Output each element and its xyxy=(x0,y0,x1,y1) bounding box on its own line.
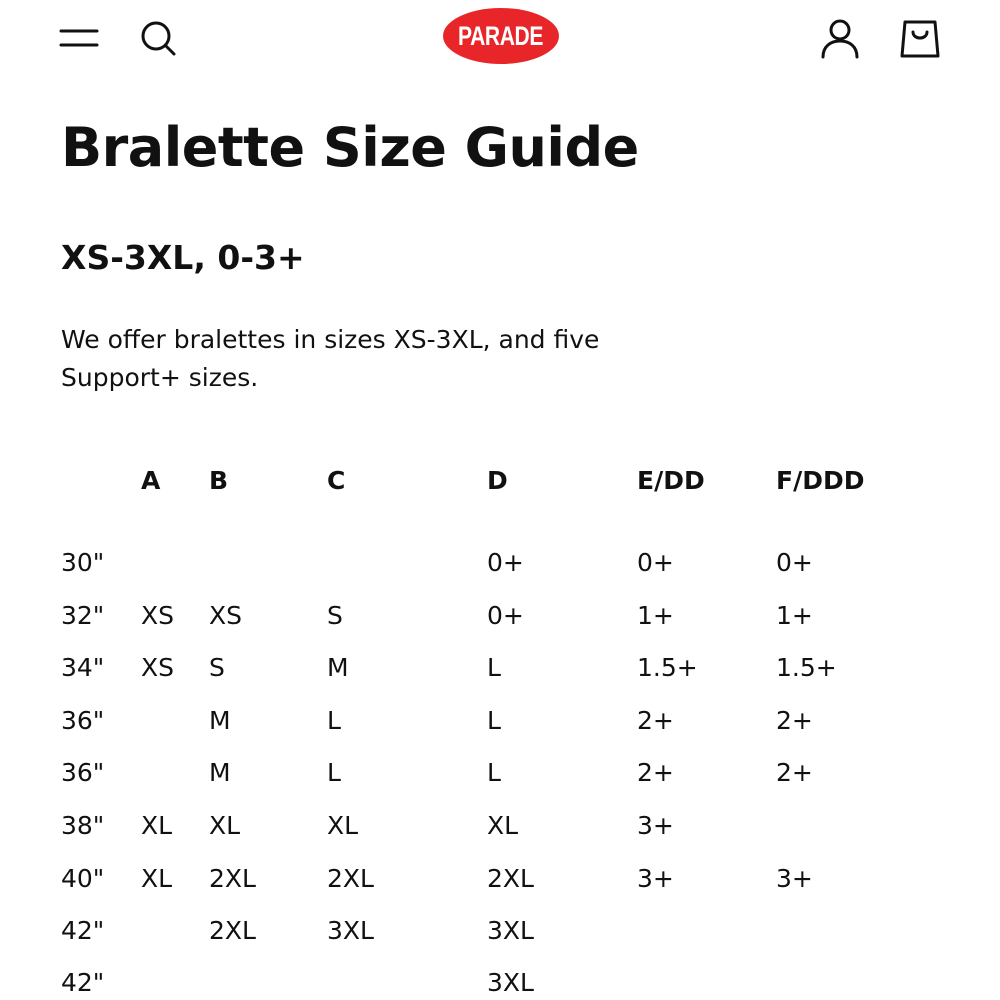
intro-text xyxy=(61,321,681,397)
size-cell: XL xyxy=(487,811,519,840)
user-account-icon xyxy=(818,16,862,60)
size-cell: L xyxy=(487,758,501,787)
size-cell: 3+ xyxy=(637,864,674,893)
size-cell: M xyxy=(209,706,231,735)
size-cell: L xyxy=(327,706,341,735)
band-size-label: 42" xyxy=(61,916,105,945)
brand-logo[interactable] xyxy=(441,6,561,66)
site-header xyxy=(0,0,1000,78)
size-cell: M xyxy=(327,653,349,682)
size-cell: XL xyxy=(209,811,241,840)
size-cell: XL xyxy=(327,811,359,840)
search-button[interactable] xyxy=(136,16,180,60)
size-cell: 2+ xyxy=(776,706,813,735)
size-cell: L xyxy=(487,706,501,735)
hamburger-menu-icon xyxy=(58,23,100,53)
column-header: E/DD xyxy=(637,466,705,495)
band-size-label: 30" xyxy=(61,548,105,577)
band-size-label: 38" xyxy=(61,811,105,840)
band-size-label: 40" xyxy=(61,864,105,893)
size-cell: XS xyxy=(209,601,242,630)
size-cell: 1+ xyxy=(637,601,674,630)
column-header: B xyxy=(209,466,229,495)
size-cell: 2XL xyxy=(327,864,374,893)
size-cell: 0+ xyxy=(776,548,813,577)
size-cell: XS xyxy=(141,601,174,630)
size-cell: L xyxy=(327,758,341,787)
size-cell: 0+ xyxy=(487,548,524,577)
size-cell: XS xyxy=(141,653,174,682)
logo-text: PARADE xyxy=(458,20,544,51)
column-header: D xyxy=(487,466,508,495)
size-cell: 2+ xyxy=(776,758,813,787)
size-cell: 3XL xyxy=(327,916,374,945)
size-cell: 2XL xyxy=(209,916,256,945)
size-cell: 2+ xyxy=(637,758,674,787)
size-cell: S xyxy=(327,601,343,630)
size-cell: S xyxy=(209,653,225,682)
size-range-heading: XS-3XL, 0-3+ xyxy=(61,238,305,277)
band-size-label: 42" xyxy=(61,968,105,997)
size-cell: XL xyxy=(141,864,173,893)
band-size-label: 34" xyxy=(61,653,105,682)
page-title: Bralette Size Guide xyxy=(61,116,639,179)
size-cell: 0+ xyxy=(637,548,674,577)
size-cell: 1+ xyxy=(776,601,813,630)
search-icon xyxy=(138,18,178,58)
size-cell: 2XL xyxy=(209,864,256,893)
menu-button[interactable] xyxy=(56,18,102,58)
bag-button[interactable] xyxy=(896,14,944,62)
size-cell: 0+ xyxy=(487,601,524,630)
account-button[interactable] xyxy=(816,14,864,62)
size-cell: 2XL xyxy=(487,864,534,893)
size-cell: 3XL xyxy=(487,968,534,997)
band-size-label: 36" xyxy=(61,706,105,735)
shopping-bag-icon xyxy=(898,16,942,60)
size-cell: L xyxy=(487,653,501,682)
intro-line: We offer bralettes in sizes XS-3XL, and five xyxy=(61,325,600,354)
size-cell: 3+ xyxy=(637,811,674,840)
band-size-label: 36" xyxy=(61,758,105,787)
column-header: F/DDD xyxy=(776,466,865,495)
size-cell: 2+ xyxy=(637,706,674,735)
size-cell: 1.5+ xyxy=(637,653,698,682)
column-header: C xyxy=(327,466,346,495)
band-size-label: 32" xyxy=(61,601,105,630)
size-cell: 3XL xyxy=(487,916,534,945)
size-cell: 1.5+ xyxy=(776,653,837,682)
size-cell: XL xyxy=(141,811,173,840)
column-header: A xyxy=(141,466,161,495)
intro-line: Support+ sizes. xyxy=(61,363,259,392)
size-cell: 3+ xyxy=(776,864,813,893)
size-cell: M xyxy=(209,758,231,787)
